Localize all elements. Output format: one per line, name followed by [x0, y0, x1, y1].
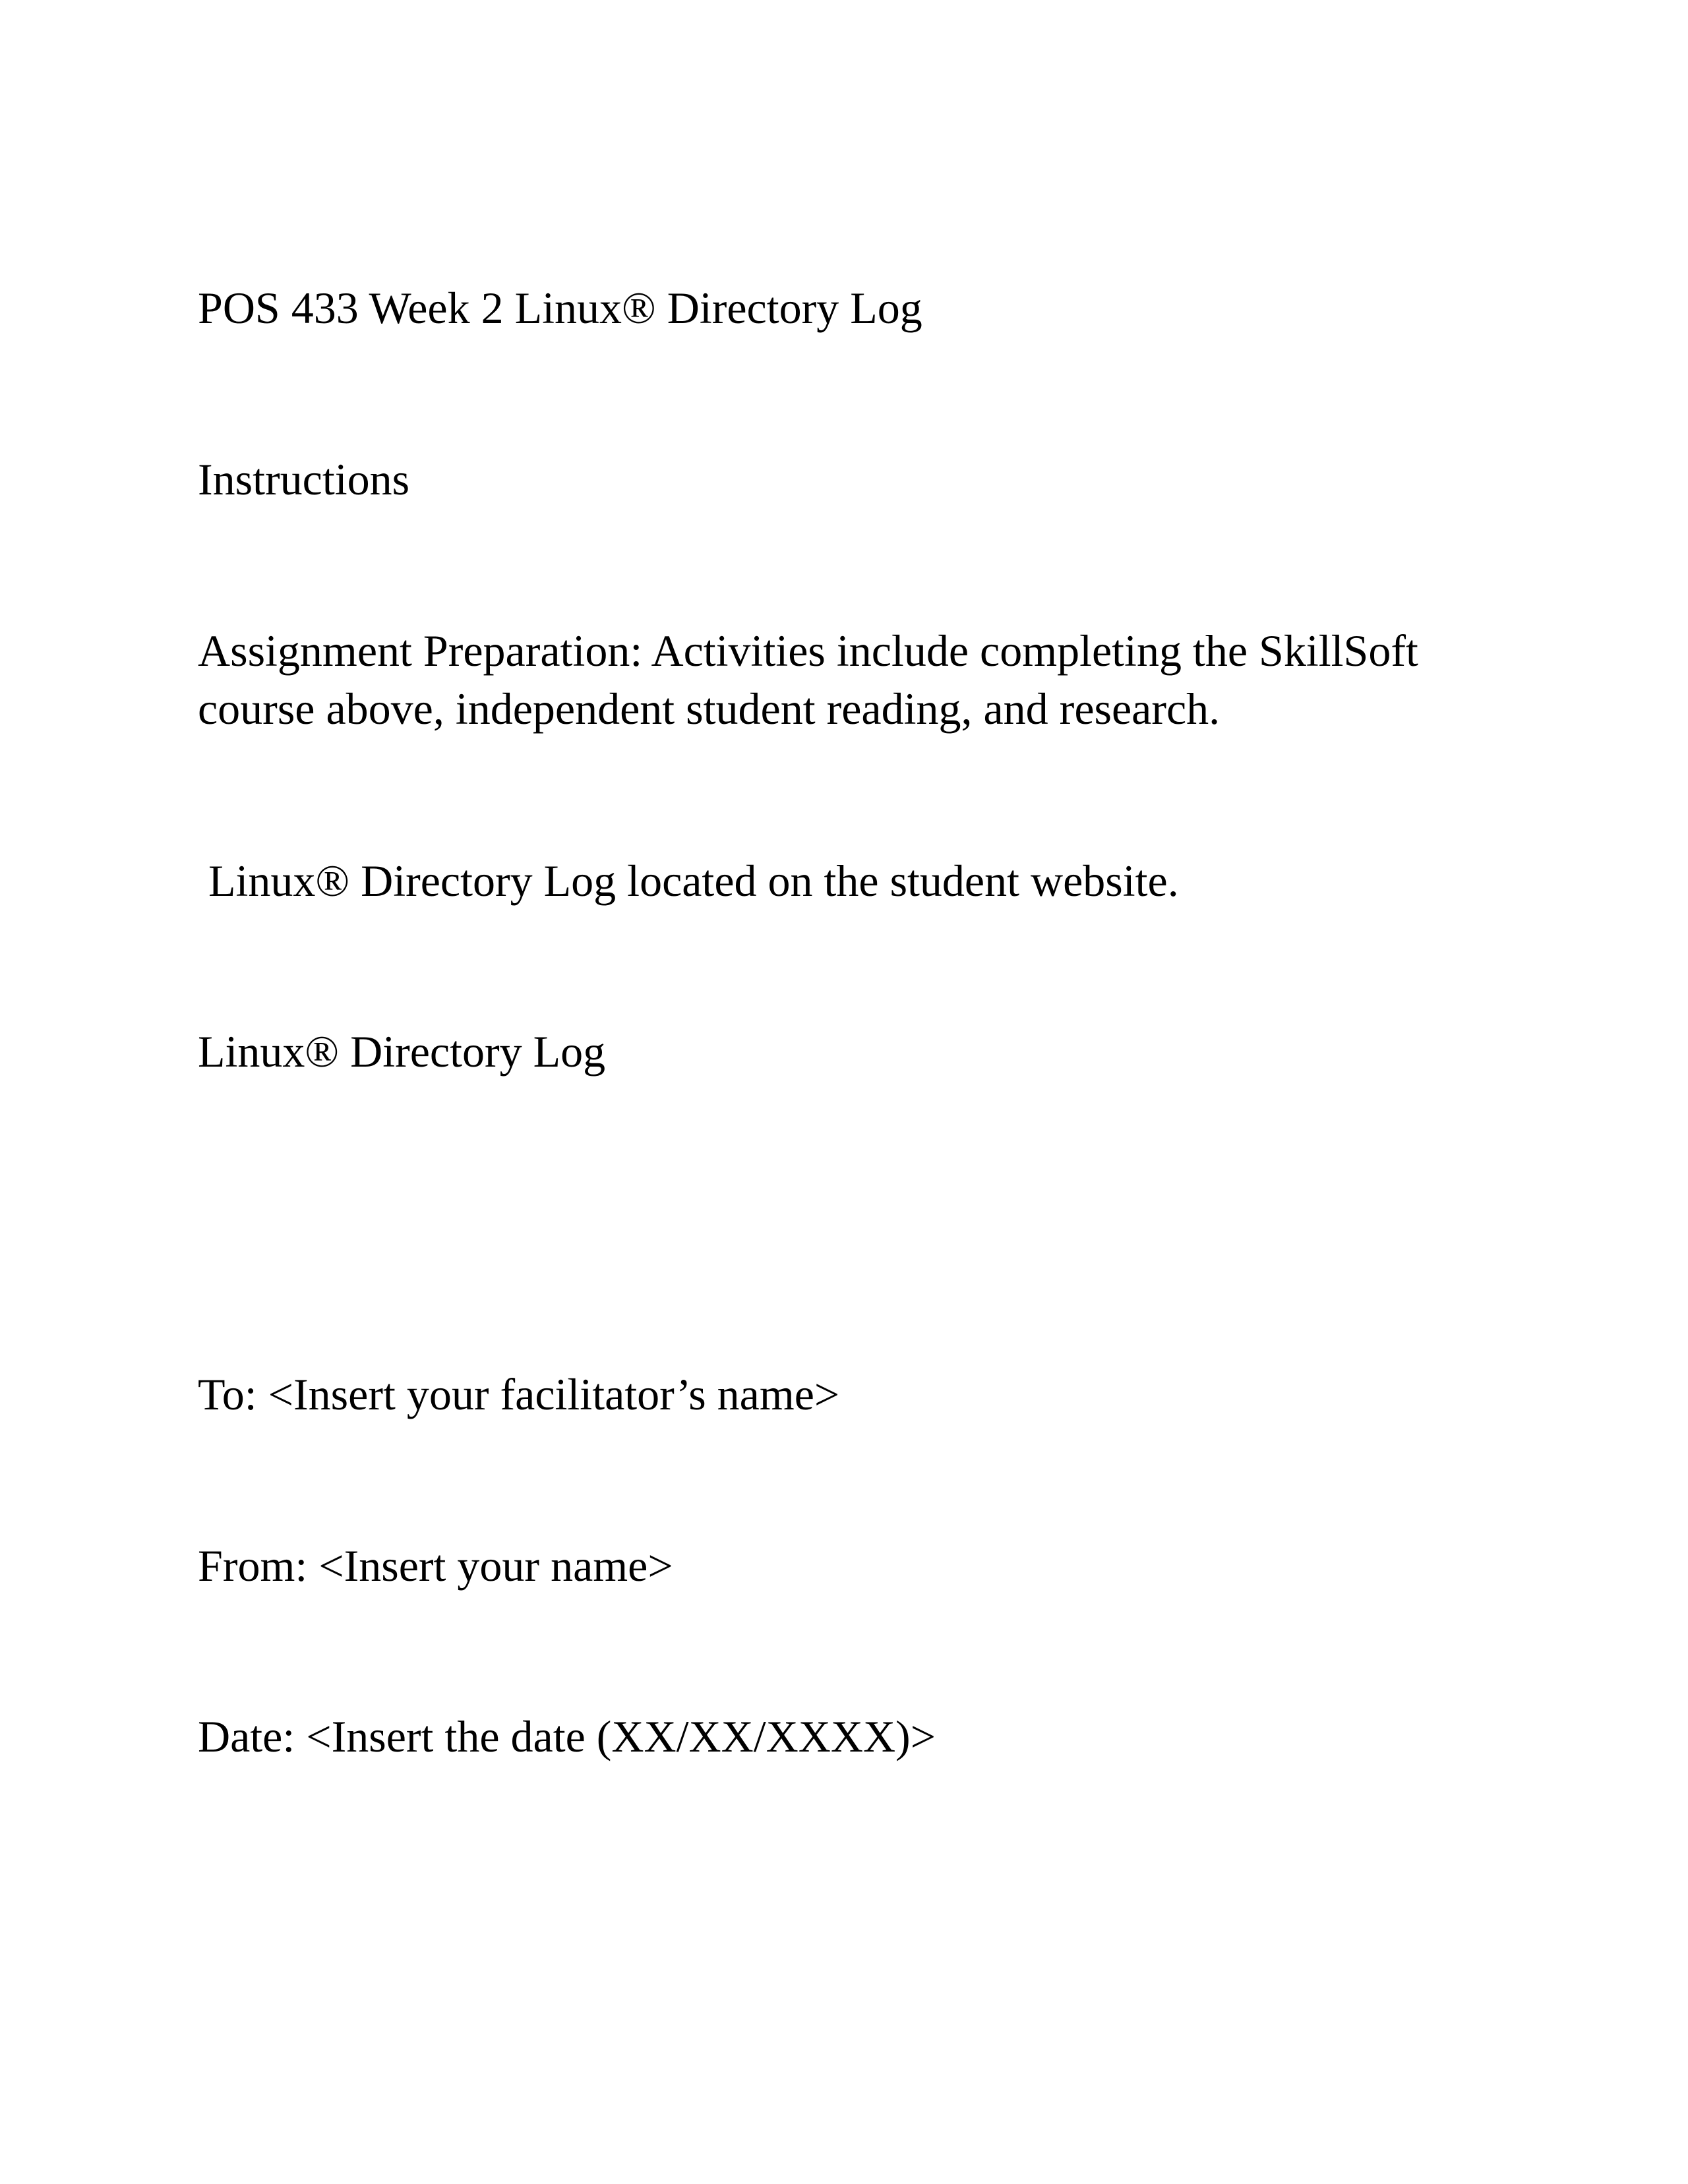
assignment-preparation-line-1: Assignment Preparation: Activities include completing the SkillSoft [198, 626, 1418, 676]
assignment-preparation-line-2: course above, independent student reading, and research. [198, 684, 1221, 734]
instructions-heading: Instructions [198, 454, 410, 504]
directory-log-heading: Linux® Directory Log [198, 1026, 606, 1077]
memo-from-line: From: <Insert your name> [198, 1541, 673, 1591]
assignment-preparation-paragraph [198, 622, 1418, 738]
memo-date-line: Date: <Insert the date (XX/XX/XXXX)> [198, 1711, 936, 1761]
located-note: Linux® Directory Log located on the student website. [208, 856, 1179, 906]
memo-to-line: To: <Insert your facilitator’s name> [198, 1369, 840, 1419]
document-title: POS 433 Week 2 Linux® Directory Log [198, 283, 922, 333]
